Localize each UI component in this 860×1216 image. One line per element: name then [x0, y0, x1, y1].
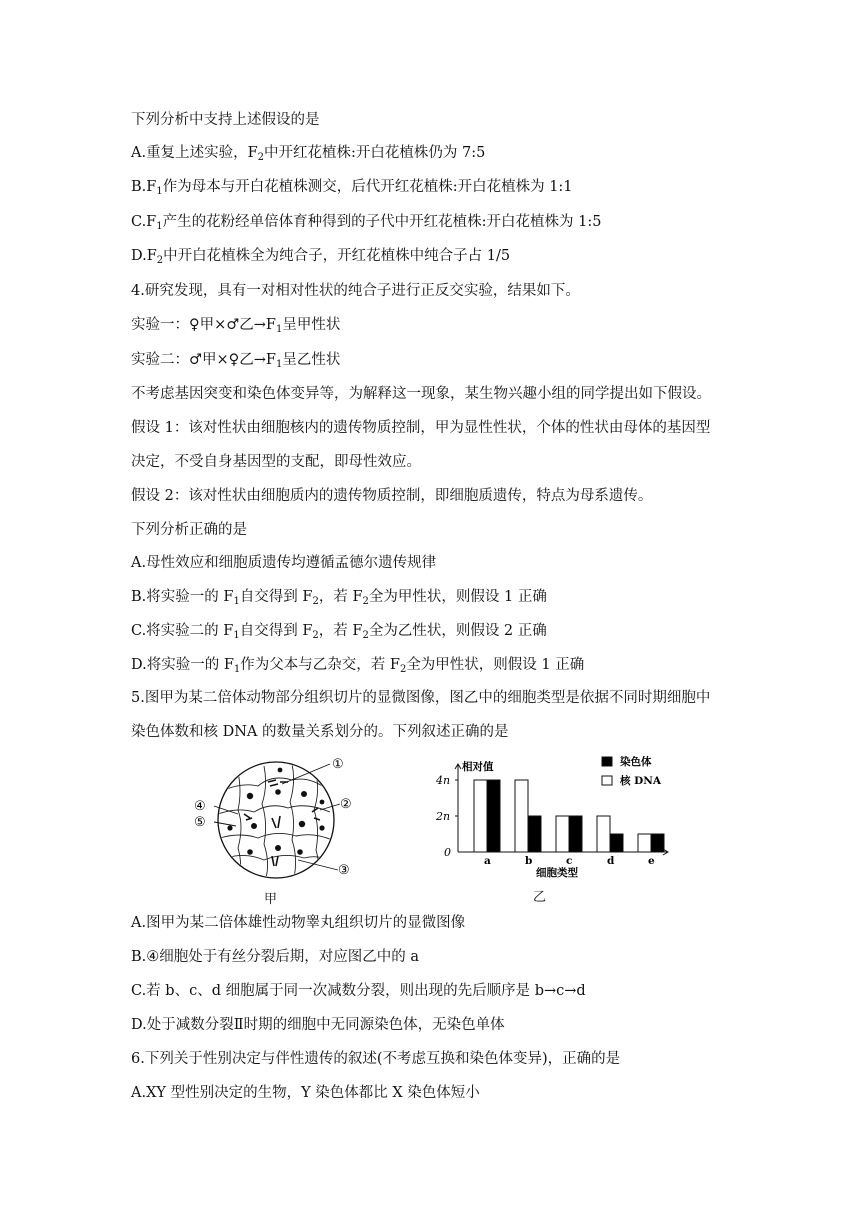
bar-chromosome-b: [528, 816, 541, 852]
text-run: 实验一：♀甲×♂乙→F: [131, 317, 276, 333]
text-line: [131, 281, 580, 301]
text-line: [131, 981, 586, 1001]
text-run: 自交得到 F: [239, 623, 313, 639]
text-run: 中开白花植株全为纯合子，开红花植株中纯合子占 1/5: [163, 248, 511, 264]
subscript: 1: [233, 596, 240, 607]
text-run: A.重复上述实验，F: [131, 145, 258, 161]
bar-dna-c: [556, 816, 569, 852]
text-line: [131, 621, 547, 641]
bar-chromosome-c: [569, 816, 582, 852]
label-2: ②: [340, 797, 352, 812]
text-line: [131, 212, 601, 232]
subscript: 2: [156, 255, 164, 266]
text-line: [131, 315, 340, 335]
subscript: 2: [362, 630, 369, 641]
x-tick-label: a: [484, 855, 491, 867]
label-4: ④: [194, 799, 206, 814]
bar-dna-a: [474, 780, 487, 852]
text-line: [131, 913, 465, 933]
text-line: [131, 722, 509, 742]
text-line: [131, 688, 710, 708]
subscript: 2: [257, 152, 265, 163]
text-run: 全为乙性状，则假设 2 正确: [368, 623, 547, 639]
bar-dna-e: [638, 834, 651, 852]
bar-chromosome-d: [610, 834, 623, 852]
legend-label-dna: 核 DNA: [620, 775, 662, 787]
text-run: C.F: [131, 214, 157, 230]
chart-yi: [420, 752, 685, 882]
text-run: 4.研究发现，具有一对相对性状的纯合子进行正反交实验，结果如下。: [131, 283, 580, 299]
text-line: [131, 350, 340, 370]
legend-swatch-chromosome: [602, 757, 612, 766]
subscript: 2: [362, 596, 369, 607]
label-3: ③: [338, 863, 350, 878]
text-run: B.④细胞处于有丝分裂后期，对应图乙中的 a: [131, 949, 420, 965]
subscript: 2: [399, 664, 407, 675]
subscript: 1: [233, 630, 240, 641]
text-line: [131, 384, 711, 404]
bar-dna-d: [597, 816, 610, 852]
text-run: A.母性效应和细胞质遗传均遵循孟德尔遗传规律: [131, 555, 437, 571]
text-run: 下列分析中支持上述假设的是: [131, 112, 320, 128]
text-run: A.图甲为某二倍体雄性动物睾丸组织切片的显微图像: [131, 915, 466, 931]
text-run: 产生的花粉经单倍体育种得到的子代中开红花植株:开白花植株为 1:5: [162, 214, 602, 230]
text-run: D.将实验一的 F: [131, 657, 234, 673]
text-run: 全为甲性状，则假设 1 正确: [368, 589, 547, 605]
text-run: 实验二：♂甲×♀乙→F: [131, 352, 276, 368]
subscript: 1: [275, 359, 283, 370]
text-run: 全为甲性状，则假设 1 正确: [406, 657, 585, 673]
figure-jia-caption: 甲: [264, 892, 278, 907]
subscript: 2: [312, 630, 319, 641]
text-run: 5.图甲为某二倍体动物部分组织切片的显微图像，图乙中的细胞类型是依据不同时期细胞中: [131, 690, 711, 706]
bar-chromosome-e: [651, 834, 664, 852]
text-run: C.若 b、c、d 细胞属于同一次减数分裂，则出现的先后顺序是 b→c→d: [131, 983, 586, 999]
figure-jia: [180, 752, 370, 900]
text-run: A.XY 型性别决定的生物，Y 染色体都比 X 染色体短小: [131, 1085, 480, 1101]
text-run: D.F: [131, 248, 157, 264]
text-run: 中开红花植株:开白花植株仍为 7:5: [264, 145, 486, 161]
y-tick-label: 2n: [436, 810, 451, 823]
label-1: ①: [332, 757, 344, 772]
text-run: 下列分析正确的是: [131, 522, 247, 538]
text-run: 不考虑基因突变和染色体变异等，为解释这一现象，某生物兴趣小组的同学提出如下假设。: [131, 386, 711, 402]
text-line: [131, 452, 421, 472]
subscript: 1: [275, 324, 283, 335]
text-line: [131, 553, 436, 573]
text-line: [131, 110, 320, 130]
text-line: [131, 520, 247, 540]
x-tick-label: c: [566, 855, 573, 867]
text-run: 染色体数和核 DNA 的数量关系划分的。下列叙述正确的是: [131, 724, 509, 740]
text-line: [131, 143, 485, 163]
text-line: [131, 1049, 620, 1069]
text-run: C.将实验二的 F: [131, 623, 234, 639]
text-run: B.将实验一的 F: [131, 589, 234, 605]
text-run: 呈甲性状: [282, 317, 341, 333]
text-run: 自交得到 F: [239, 589, 313, 605]
x-tick-label: e: [648, 855, 655, 867]
text-run: D.处于减数分裂Ⅱ时期的细胞中无同源染色体，无染色单体: [131, 1017, 505, 1033]
x-axis-label: 细胞类型: [536, 867, 578, 879]
legend-label-chromosome: 染色体: [620, 756, 652, 768]
text-line: [131, 177, 573, 197]
text-line: [131, 486, 652, 506]
subscript: 1: [233, 664, 241, 675]
subscript: 2: [312, 596, 319, 607]
bar-chromosome-a: [487, 780, 500, 852]
text-run: 呈乙性状: [282, 352, 341, 368]
text-run: 6.下列关于性别决定与伴性遗传的叙述(不考虑互换和染色体变异)，正确的是: [131, 1051, 621, 1067]
text-run: 作为母本与开白花植株测交，后代开红花植株:开白花植株为 1:1: [162, 179, 573, 195]
text-line: [131, 246, 510, 266]
text-line: [131, 1083, 480, 1103]
subscript: 1: [156, 186, 163, 197]
text-run: ，若 F: [318, 623, 363, 639]
text-line: [131, 947, 419, 967]
text-line: [131, 418, 710, 438]
text-run: ，若 F: [318, 589, 363, 605]
text-run: 决定，不受自身基因型的支配，即母性效应。: [131, 454, 421, 470]
text-line: [131, 655, 584, 675]
x-tick-label: b: [525, 855, 533, 867]
x-tick-label: d: [607, 855, 615, 867]
subscript: 1: [156, 221, 163, 232]
text-run: 假设 2：该对性状由细胞质内的遗传物质控制，即细胞质遗传，特点为母系遗传。: [131, 488, 653, 504]
tissue-circle: [218, 762, 334, 878]
legend-swatch-dna: [602, 776, 612, 785]
origin-label: 0: [444, 846, 451, 859]
chart-yi-caption: 乙: [533, 890, 547, 905]
text-run: B.F: [131, 179, 157, 195]
text-run: 作为父本与乙杂交，若 F: [240, 657, 400, 673]
bar-dna-b: [515, 780, 528, 852]
label-5: ⑤: [194, 815, 206, 830]
text-line: [131, 1015, 505, 1035]
y-axis-label: 相对值: [462, 761, 494, 773]
text-run: 假设 1：该对性状由细胞核内的遗传物质控制，甲为显性性状，个体的性状由母体的基因型: [131, 420, 711, 436]
text-line: [131, 587, 547, 607]
y-tick-label: 4n: [436, 774, 451, 787]
